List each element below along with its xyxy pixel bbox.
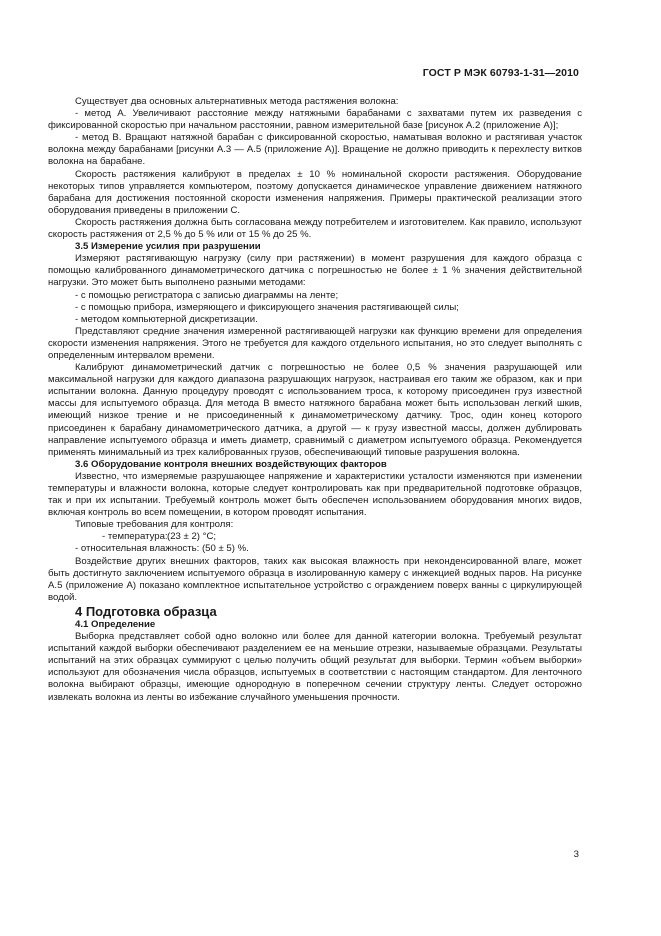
requirement-label: - температура: <box>102 531 168 543</box>
list-item: - метод А. Увеличивают расстояние между натяжными барабанами с захватами путем их разведения с фиксированной скоростью при начальном расстоянии, равном измерительной базе [рисунок А.2 (приложение А)]; <box>48 108 582 132</box>
paragraph: Выборка представляет собой одно волокно или более для данной категории волокна. Требуемый результат испытаний каждой выборки обеспечивают разделением ее на меньшие отрезки, называемые образцами. Результаты испытаний на этих образцах суммируют с целью получить общий результат для выборки. Термин «объем выборки» используют для обозначения числа образцов, испытуемых в соответствии с настоящим стандартом. Для ленточного волокна выбирают образцы, имеющие однородную в поперечном сечении структуру ленты. Следует осторожно извлекать волокна из ленты во избежание случайного уменьшения прочности. <box>48 631 582 703</box>
paragraph: Скорость растяжения должна быть согласована между потребителем и изготовителем. Как правило, используют скорость растяжения от 2,5 % до 5 % или от 15 % до 25 %. <box>48 216 582 241</box>
list-item: - метод В. Вращают натяжной барабан с фиксированной скоростью, наматывая волокно и растягивая участок волокна между барабанами [рисунки А.3 — А.5 (приложение А)]. Вращение не должно приводить к перехлесту витков волокна на барабане. <box>48 132 582 168</box>
paragraph: Скорость растяжения калибруют в пределах ± 10 % номинальной скорости растяжения. Оборудование некоторых типов управляется компьютером, поэтому допускается динамическое управление движением натяжного барабана для достижения постоянной скорости изменения напряжения. Примеры практической реализации этого оборудования приведены в приложении С. <box>48 168 582 216</box>
paragraph: Воздействие других внешних факторов, таких как высокая влажность при неконденсированной влаге, может быть достигнуто заключением испытуемого образца в изолированную камеру с инжекцией водных паров. На рисунке А.5 (приложение А) показано комплектное испытательное устройство с ограждением поверх ванны с циркулирующей водой. <box>48 555 582 603</box>
paragraph: Известно, что измеряемые разрушающее напряжение и характеристики усталости изменяются при изменении температуры и влажности волокна, которые следует контролировать как при предварительной подготовке образцов, так и при их испытании. Требуемый контроль может быть обеспечен использованием оборудования многих видов, включая контроль во всем помещении, в котором проводят испытания. <box>48 470 582 519</box>
paragraph: Существует два основных альтернативных метода растяжения волокна: <box>75 96 399 107</box>
list-item: - методом компьютерной дискретизации. <box>75 313 258 325</box>
paragraph: Измеряют растягивающую нагрузку (силу при растяжении) в момент разрушения для каждого образца с помощью калиброванного динамометрического датчика с погрешностью не более ± 1 % значения действительной нагрузки. Это может быть выполнено разными методами: <box>48 253 582 289</box>
requirement-temperature <box>48 531 582 543</box>
paragraph: Калибруют динамометрический датчик с погрешностью не более 0,5 % значения разрушающей или максимальной нагрузки для каждого диапазона разрушающих нагрузок, настраивая его таким же образом, как и при испытании волокна. Данную процедуру проводят с использованием троса, к которому присоединен груз известной массы для испытуемого образца. Для метода В вместо натяжного барабана может быть использован легкий шкив, имеющий низкое трение и не присоединенный к динамометрическому датчику. Трос, один конец которого присоединен к барабану динамометрического датчика, а другой — к грузу известной массы, должен дублировать направление испытуемого образца и иметь диаметр, сравнимый с диаметром испытуемого образца. Рекомендуется применять минимальный из трех калиброванных грузов, обеспечивающий типовые разрушения волокна. <box>48 362 582 458</box>
section-heading-4: 4 Подготовка образца <box>75 603 217 619</box>
paragraph: Типовые требования для контроля: <box>75 519 234 531</box>
paragraph: Представляют средние значения измеренной растягивающей нагрузки как функцию времени для определения скорости изменения напряжения. Этого не требуется для каждого отдельного испытания, но это следует выполнять с определенным интервалом времени. <box>48 325 582 361</box>
requirement-humidity: - относительная влажность: (50 ± 5) %. <box>75 543 249 555</box>
section-heading-3-6: 3.6 Оборудование контроля внешних воздействующих факторов <box>75 458 387 470</box>
document-code-header: ГОСТ Р МЭК 60793-1-31—2010 <box>422 67 579 79</box>
page-number: 3 <box>573 849 579 860</box>
list-item: - с помощью регистратора с записью диаграммы на ленте; <box>75 289 339 301</box>
document-body <box>48 96 582 704</box>
section-heading-4-1: 4.1 Определение <box>75 618 156 630</box>
requirement-value: (23 ± 2) °С; <box>167 531 217 543</box>
section-heading-3-5: 3.5 Измерение усилия при разрушении <box>75 241 261 253</box>
list-item: - с помощью прибора, измеряющего и фиксирующего значения растягивающей силы; <box>75 301 459 313</box>
